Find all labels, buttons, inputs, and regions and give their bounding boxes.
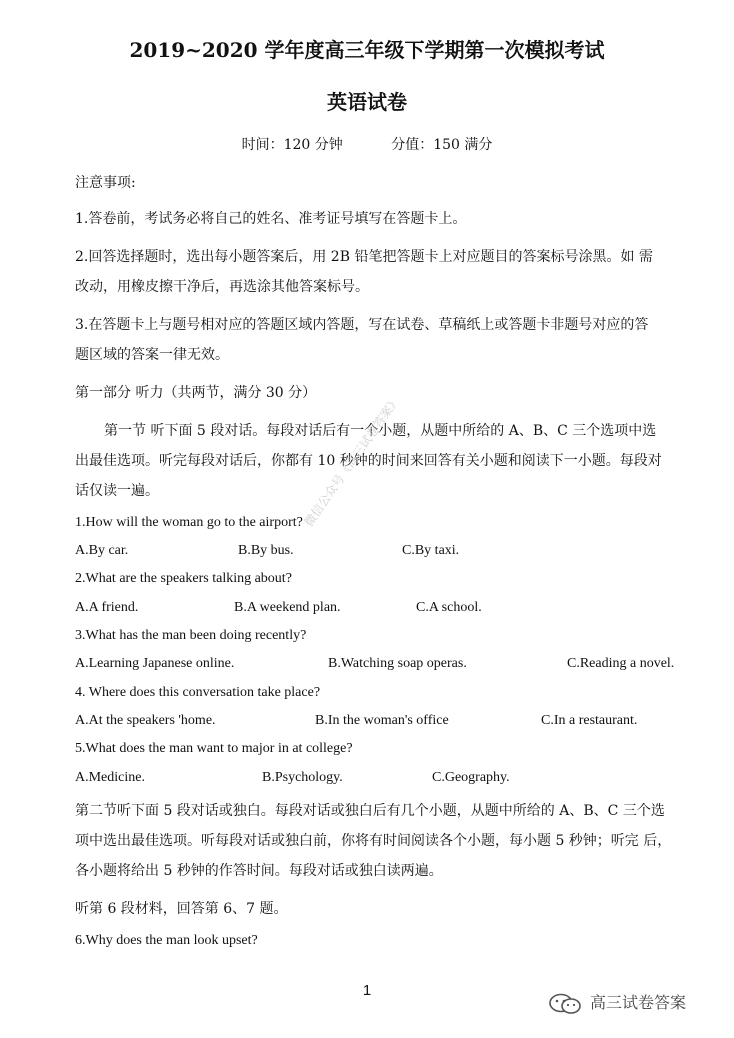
section1-line-1: 第一节 听下面 5 段对话。每段对话后有一个小题，从题中所给的 A、B、C 三个选项中选: [104, 423, 657, 439]
question-1: 1.How will the woman go to the airport?: [75, 515, 303, 530]
section2-line-3: 各小题将给出 5 秒钟的作答时间。每段对话或独白读两遍。: [75, 863, 443, 879]
watermark-logo-text: 高三试卷答案: [590, 993, 687, 1012]
question-5-option-b: B.Psychology.: [262, 770, 343, 785]
question-2-option-c: C.A school.: [416, 600, 482, 615]
question-3-option-a: A.Learning Japanese online.: [75, 656, 235, 671]
question-2-option-a: A.A friend.: [75, 600, 139, 615]
question-1-option-b: B.By bus.: [238, 543, 294, 558]
exam-time: 时间：120 分钟: [241, 137, 343, 153]
question-1-option-c: C.By taxi.: [402, 543, 460, 558]
question-4-option-c: C.In a restaurant.: [541, 713, 638, 728]
question-2: 2.What are the speakers talking about?: [75, 571, 292, 586]
watermark-logo: [548, 990, 686, 1015]
note-3-line-1: 3.在答题卡上与题号相对应的答题区域内答题，写在试卷、草稿纸上或答题卡非题号对应的答: [75, 317, 649, 333]
question-4: 4. Where does this conversation take place?: [75, 685, 321, 700]
question-5: 5.What does the man want to major in at college?: [75, 741, 353, 756]
exam-subtitle: 英语试卷: [327, 90, 407, 114]
section1-line-3: 话仅读一遍。: [75, 483, 159, 499]
wechat-icon: [548, 993, 584, 1015]
section2-line-1: 第二节听下面 5 段对话或独白。每段对话或独白后有几个小题，从题中所给的 A、B、C 三个选: [75, 803, 665, 819]
section1-line-2: 出最佳选项。听完每段对话后，你都有 10 秒钟的时间来回答有关小题和阅读下一小题。每段对: [75, 453, 662, 469]
section2-line-2: 项中选出最佳选项。听每段对话或独白前，你将有时间阅读各个小题，每小题 5 秒钟；听完 后，: [75, 833, 672, 849]
part1-heading: 第一部分 听力（共两节，满分 30 分）: [75, 385, 317, 401]
question-1-option-a: A.By car.: [75, 543, 129, 558]
question-3-option-c: C.Reading a novel.: [567, 656, 675, 671]
material-6-instruction: 听第 6 段材料，回答第 6、7 题。: [75, 901, 288, 917]
exam-title: 2019~2020 学年度高三年级下学期第一次模拟考试: [129, 38, 605, 62]
note-2-line-1: 2.回答选择题时，选出每小题答案后，用 2B 铅笔把答题卡上对应题目的答案标号涂黑。如 需: [75, 249, 653, 265]
question-3: 3.What has the man been doing recently?: [75, 628, 307, 643]
notes-heading: 注意事项:: [75, 175, 136, 191]
question-4-option-a: A.At the speakers 'home.: [75, 713, 216, 728]
question-6: 6.Why does the man look upset?: [75, 933, 258, 948]
exam-meta: [0, 134, 734, 154]
diagonal-watermark: 微信公众号《高三试卷答案》: [301, 393, 403, 530]
note-3-line-2: 题区域的答案一律无效。: [75, 347, 229, 363]
note-1: 1.答卷前，考试务必将自己的姓名、准考证号填写在答题卡上。: [75, 211, 467, 227]
page-number: 1: [362, 982, 372, 999]
question-5-option-a: A.Medicine.: [75, 770, 145, 785]
question-5-option-c: C.Geography.: [432, 770, 510, 785]
exam-score: 分值：150 满分: [391, 137, 493, 153]
note-2-line-2: 改动，用橡皮擦干净后，再选涂其他答案标号。: [75, 279, 369, 295]
question-3-option-b: B.Watching soap operas.: [328, 656, 467, 671]
question-4-option-b: B.In the woman's office: [315, 713, 449, 728]
question-2-option-b: B.A weekend plan.: [234, 600, 341, 615]
